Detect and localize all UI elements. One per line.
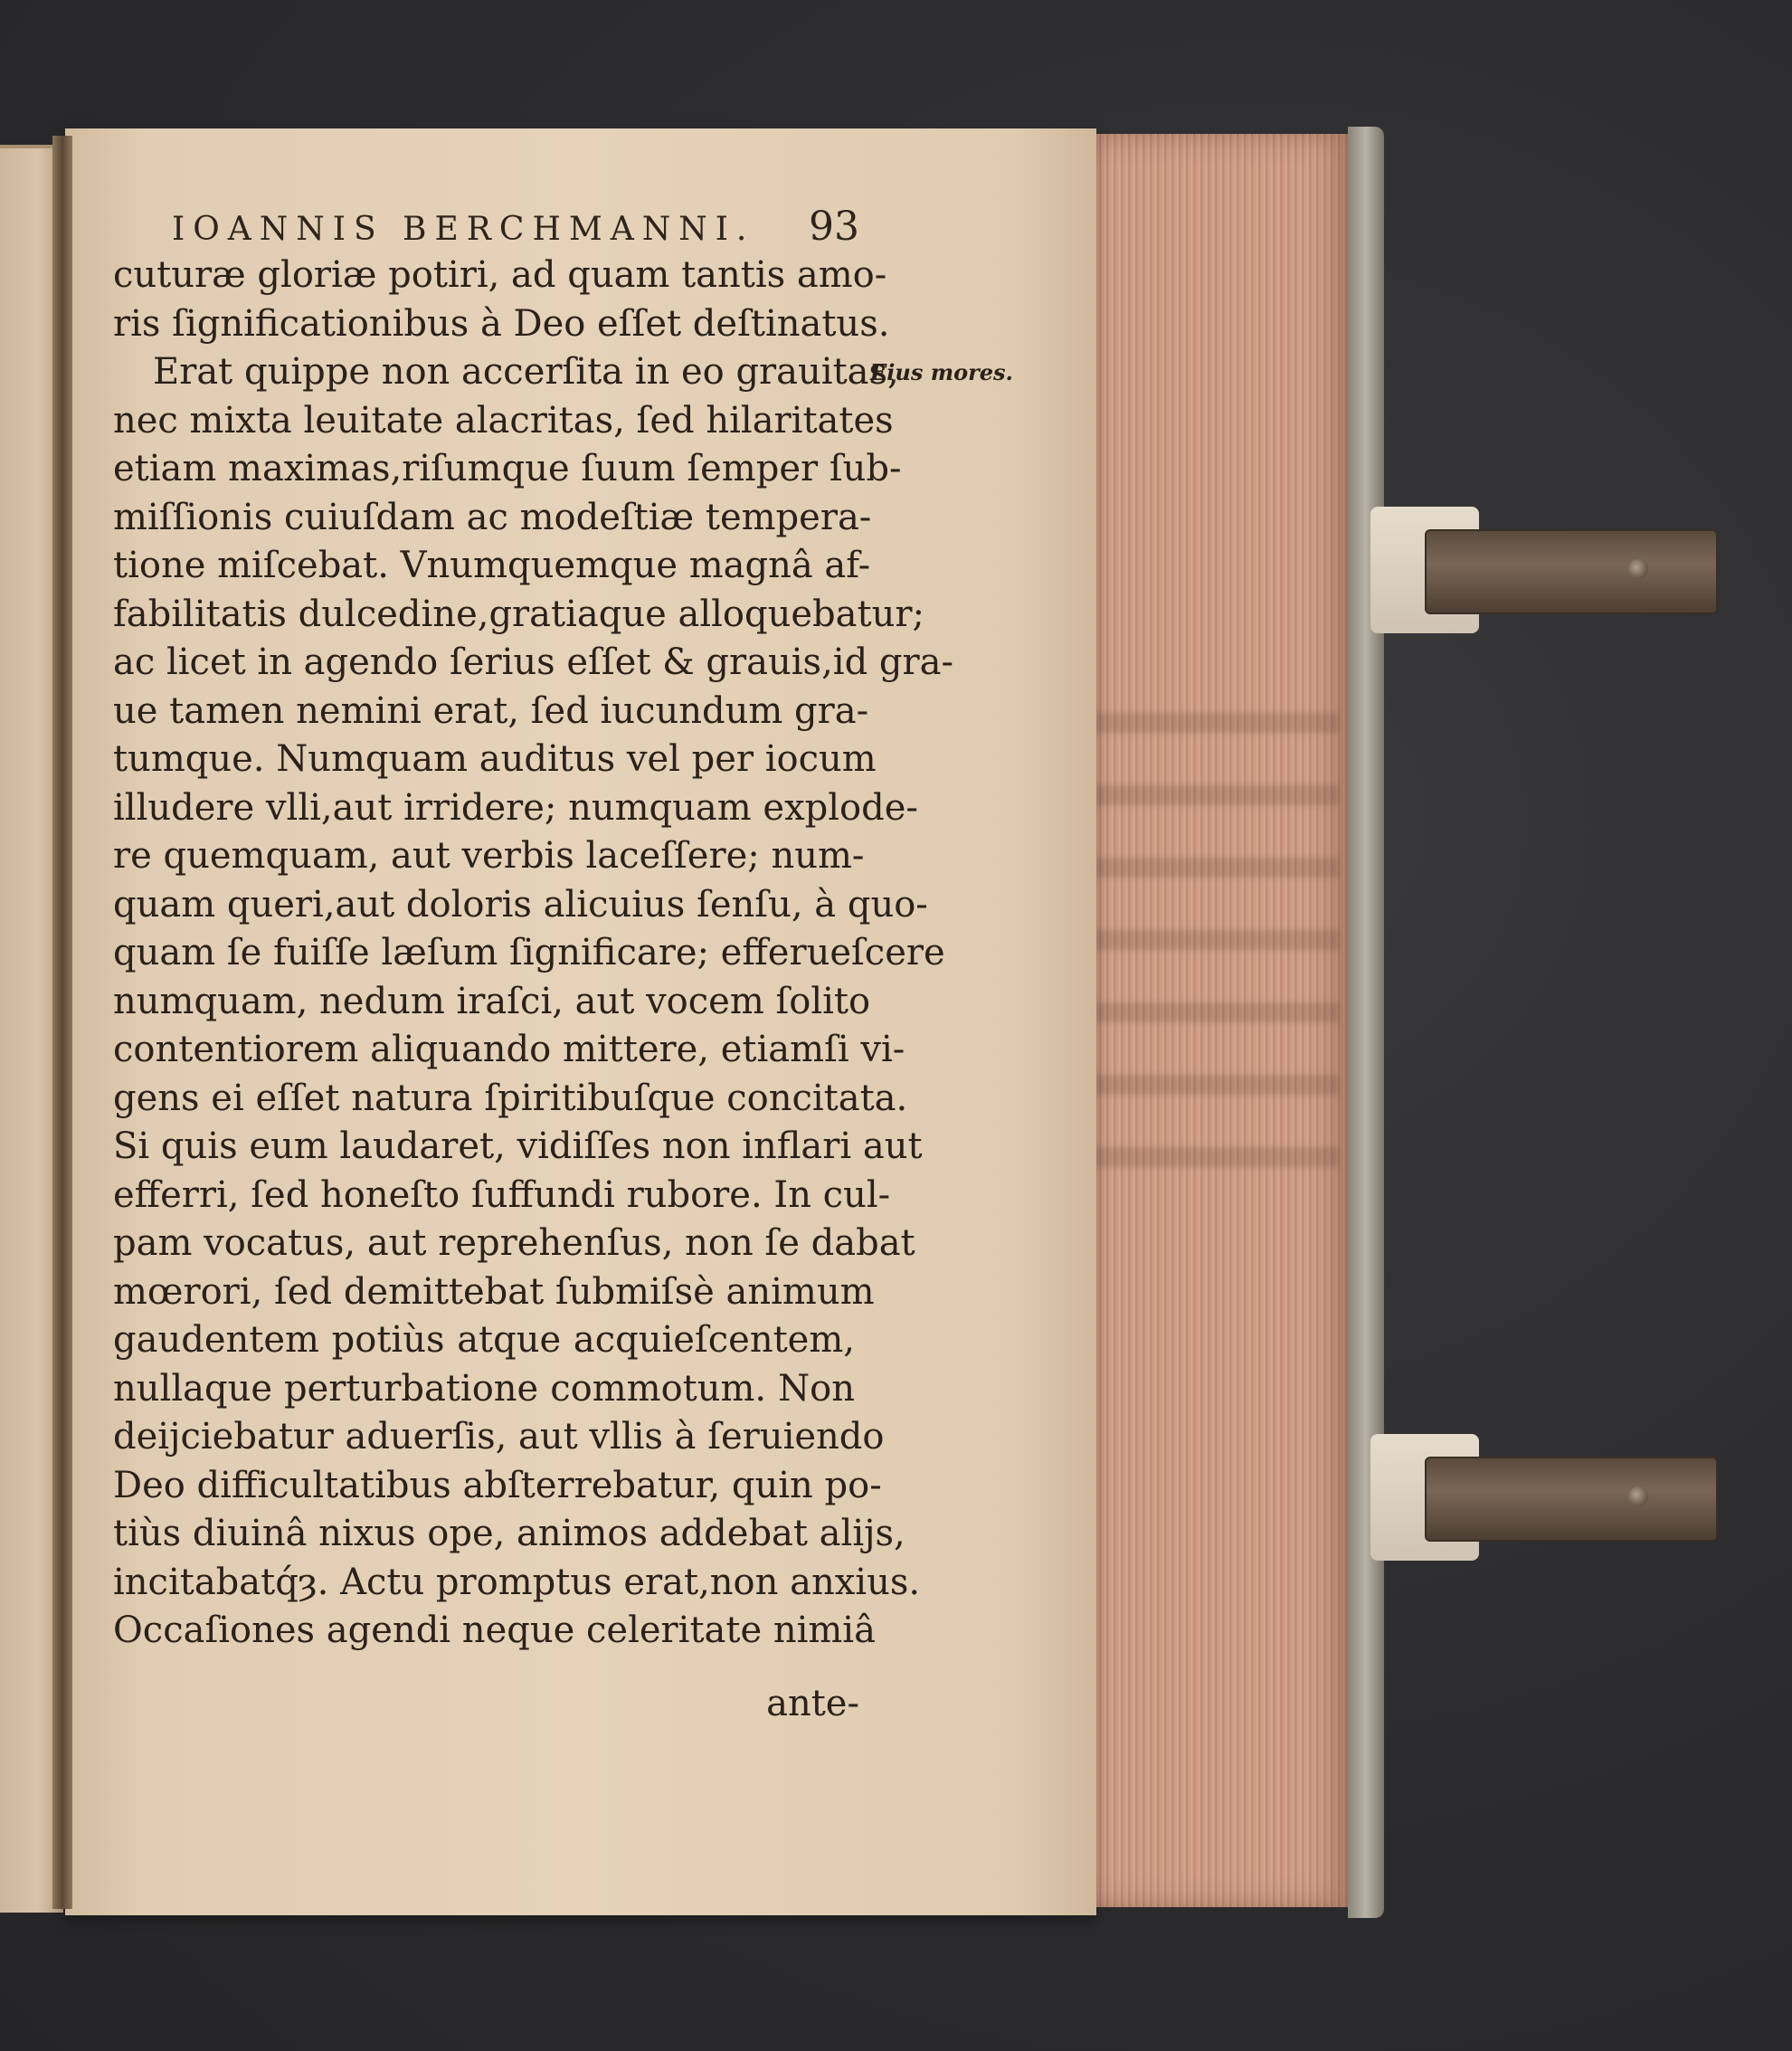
lower-clasp: [1370, 1407, 1714, 1588]
text-line: Si quis eum laudaret, vidiſſes non inflari aut: [113, 1125, 923, 1167]
book-gutter: [52, 136, 72, 1909]
text-line: ris ſignificationibus à Deo eſſet deſtinatus.: [113, 302, 890, 345]
text-line: nec mixta leuitate alacritas, ſed hilaritates: [113, 399, 894, 442]
text-line: cuturæ gloriæ potiri, ad quam tantis amo-: [113, 254, 887, 296]
marginal-note: Eius mores.: [870, 359, 1013, 385]
text-line: pam vocatus, aut reprehenſus, non ſe dabat: [113, 1222, 915, 1264]
text-line: tumque. Numquam auditus vel per iocum: [113, 738, 877, 780]
text-line: fabilitatis dulcedine,gratiaque alloquebatur;: [113, 593, 924, 635]
text-line: etiam maximas,riſumque ſuum ſemper ſub-: [113, 448, 902, 489]
text-line: miſſionis cuiuſdam ac modeſtiæ tempera-: [113, 496, 872, 538]
clasp-metal-plate: [1425, 529, 1718, 614]
text-line: Deo difficultatibus abſterrebatur, quin po-: [113, 1464, 882, 1506]
running-head: IOANNIS BERCHMANNI.: [172, 211, 755, 248]
clasp-rivet: [1628, 1486, 1648, 1506]
catchword: ante-: [766, 1683, 859, 1724]
back-cover-board: [1348, 127, 1384, 1918]
clasp-rivet: [1628, 559, 1648, 579]
text-line: re quemquam, aut verbis laceſſere; num-: [113, 835, 865, 877]
text-line: ac licet in agendo ſerius eſſet & grauis,id gra-: [113, 641, 954, 683]
text-line: numquam, nedum iraſci, aut vocem ſolito: [113, 980, 871, 1022]
text-line: nullaque perturbatione commotum. Non: [113, 1367, 855, 1410]
page-number: 93: [809, 204, 859, 250]
text-line: deijciebatur aduerſis, aut vllis à ſeruiendo: [113, 1416, 885, 1458]
text-line: Occaſiones agendi neque celeritate nimiâ: [113, 1609, 876, 1651]
text-line: efferri, ſed honeſto ſuffundi rubore. In cul-: [113, 1173, 891, 1216]
text-line: illudere vlli,aut irridere; numquam explode-: [113, 786, 918, 829]
fore-edge-inscription: [1095, 697, 1339, 1167]
text-line: mœrori, ſed demittebat ſubmiſsè animum: [113, 1270, 875, 1313]
text-line: Erat quippe non accerſita in eo grauitas,: [153, 351, 899, 393]
page-header: [172, 204, 859, 258]
text-line: tiùs diuinâ nixus ope, animos addebat alijs,: [113, 1513, 905, 1554]
text-line: gaudentem potiùs atque acquieſcentem,: [113, 1319, 855, 1361]
clasp-metal-plate: [1425, 1457, 1718, 1542]
text-line: gens ei eſſet natura ſpiritibuſque concitata.: [113, 1077, 908, 1119]
text-line: contentiorem aliquando mittere, etiamſi vi-: [113, 1029, 905, 1070]
text-line: quam queri,aut doloris alicuius ſenſu, à quo-: [113, 883, 928, 926]
text-line: ue tamen nemini erat, ſed iucundum gra-: [113, 689, 869, 732]
upper-clasp: [1370, 480, 1714, 660]
text-line: quam ſe fuiſſe læſum ſignificare; efferueſcere: [113, 932, 945, 973]
text-line: tione miſcebat. Vnumquemque magnâ af-: [113, 545, 871, 586]
text-line: incitabatq́ȝ. Actu promptus erat,non anxius.: [113, 1561, 921, 1603]
